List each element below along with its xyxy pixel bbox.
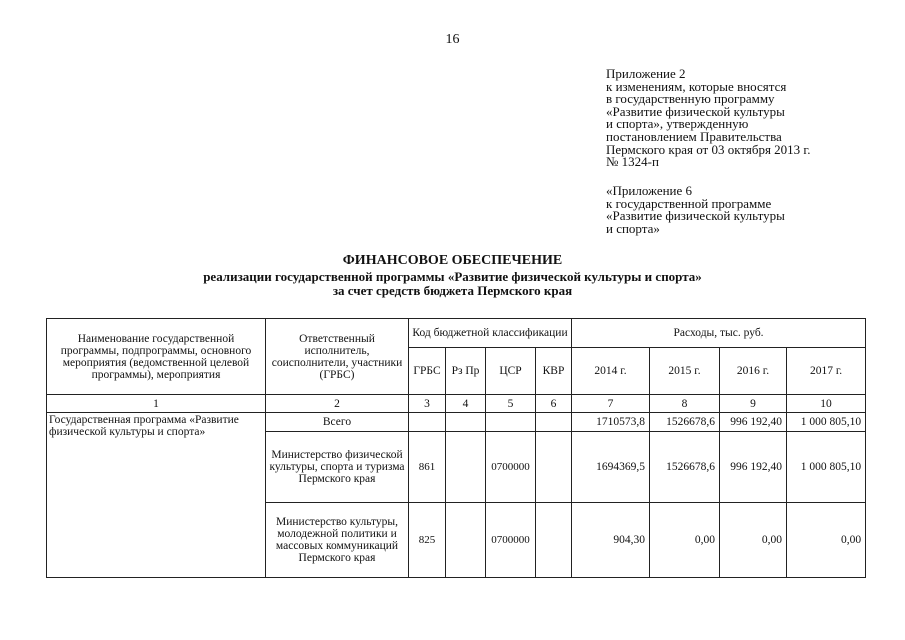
annex-quote-line: к государственной программе bbox=[606, 195, 772, 211]
annex-header-line: и спорта», утвержденную bbox=[606, 116, 749, 132]
header-budget-code: Код бюджетной классификации bbox=[409, 319, 572, 348]
column-number: 9 bbox=[720, 395, 787, 413]
csr-cell: 0700000 bbox=[486, 503, 536, 578]
rz-pr-cell bbox=[446, 413, 486, 432]
amount-2016-cell: 996 192,40 bbox=[720, 413, 787, 432]
table-header-row bbox=[47, 319, 866, 348]
executor-cell: Министерство культуры, молодежной политики и массовых коммуникаций Пермского края bbox=[266, 503, 409, 578]
amount-2014-cell: 904,30 bbox=[572, 503, 650, 578]
document-subtitle bbox=[0, 270, 905, 298]
amount-2017-cell: 1 000 805,10 bbox=[787, 413, 866, 432]
annex-quote-line: «Приложение 6 bbox=[606, 183, 693, 198]
header-kvr: КВР bbox=[536, 348, 572, 395]
header-grbs: ГРБС bbox=[409, 348, 446, 395]
header-year-2017: 2017 г. bbox=[787, 348, 866, 395]
grbs-cell: 825 bbox=[409, 503, 446, 578]
annex-header-line: в государственную программу bbox=[606, 91, 775, 107]
rz-pr-cell bbox=[446, 503, 486, 578]
column-number: 5 bbox=[486, 395, 536, 413]
grbs-cell bbox=[409, 413, 446, 432]
kvr-cell bbox=[536, 503, 572, 578]
financing-table bbox=[46, 318, 866, 578]
amount-2014-cell: 1710573,8 bbox=[572, 413, 650, 432]
document-title: ФИНАНСОВОЕ ОБЕСПЕЧЕНИЕ bbox=[342, 253, 563, 268]
header-rz-pr: Рз Пр bbox=[446, 348, 486, 395]
annex-header-line: к изменениям, которые вносятся bbox=[606, 78, 787, 94]
annex-header-line: Приложение 2 bbox=[606, 66, 686, 81]
header-executor: Ответственный исполнитель, соисполнители, участники (ГРБС) bbox=[266, 319, 409, 395]
csr-cell bbox=[486, 413, 536, 432]
amount-2016-cell: 996 192,40 bbox=[720, 432, 787, 503]
csr-cell: 0700000 bbox=[486, 432, 536, 503]
amount-2014-cell: 1694369,5 bbox=[572, 432, 650, 503]
annex-header bbox=[606, 68, 898, 169]
annex-header-line: «Развитие физической культуры bbox=[606, 103, 785, 119]
column-number: 4 bbox=[446, 395, 486, 413]
kvr-cell bbox=[536, 413, 572, 432]
rz-pr-cell bbox=[446, 432, 486, 503]
header-name: Наименование государственной программы, подпрограммы, основного мероприятия (ведомственной целевой программы), мероприятия bbox=[47, 319, 266, 395]
column-number: 7 bbox=[572, 395, 650, 413]
amount-2016-cell: 0,00 bbox=[720, 503, 787, 578]
header-expenses: Расходы, тыс. руб. bbox=[572, 319, 866, 348]
annex-header-line: постановлением Правительства bbox=[606, 128, 782, 144]
column-number: 1 bbox=[47, 395, 266, 413]
kvr-cell bbox=[536, 432, 572, 503]
column-number: 6 bbox=[536, 395, 572, 413]
header-year-2014: 2014 г. bbox=[572, 348, 650, 395]
annex-quote bbox=[606, 185, 898, 235]
header-year-2016: 2016 г. bbox=[720, 348, 787, 395]
grbs-cell: 861 bbox=[409, 432, 446, 503]
amount-2017-cell: 1 000 805,10 bbox=[787, 432, 866, 503]
header-csr: ЦСР bbox=[486, 348, 536, 395]
column-number-row bbox=[47, 395, 866, 413]
executor-cell: Всего bbox=[266, 413, 409, 432]
annex-quote-line: и спорта» bbox=[606, 220, 660, 236]
page-number: 16 bbox=[445, 32, 460, 47]
subtitle-line: реализации государственной программы «Развитие физической культуры и спорта» bbox=[203, 269, 702, 284]
table-row bbox=[47, 413, 866, 432]
annex-header-line: № 1324-п bbox=[606, 154, 659, 170]
column-number: 8 bbox=[650, 395, 720, 413]
amount-2017-cell: 0,00 bbox=[787, 503, 866, 578]
annex-header-line: Пермского края от 03 октября 2013 г. bbox=[606, 141, 811, 157]
column-number: 10 bbox=[787, 395, 866, 413]
executor-cell: Министерство физической культуры, спорта и туризма Пермского края bbox=[266, 432, 409, 503]
amount-2015-cell: 0,00 bbox=[650, 503, 720, 578]
column-number: 3 bbox=[409, 395, 446, 413]
subtitle-line: за счет средств бюджета Пермского края bbox=[332, 283, 573, 298]
column-number: 2 bbox=[266, 395, 409, 413]
amount-2015-cell: 1526678,6 bbox=[650, 413, 720, 432]
program-name-cell: Государственная программа «Развитие физической культуры и спорта» bbox=[47, 413, 266, 578]
annex-quote-line: «Развитие физической культуры bbox=[606, 208, 785, 224]
amount-2015-cell: 1526678,6 bbox=[650, 432, 720, 503]
header-year-2015: 2015 г. bbox=[650, 348, 720, 395]
